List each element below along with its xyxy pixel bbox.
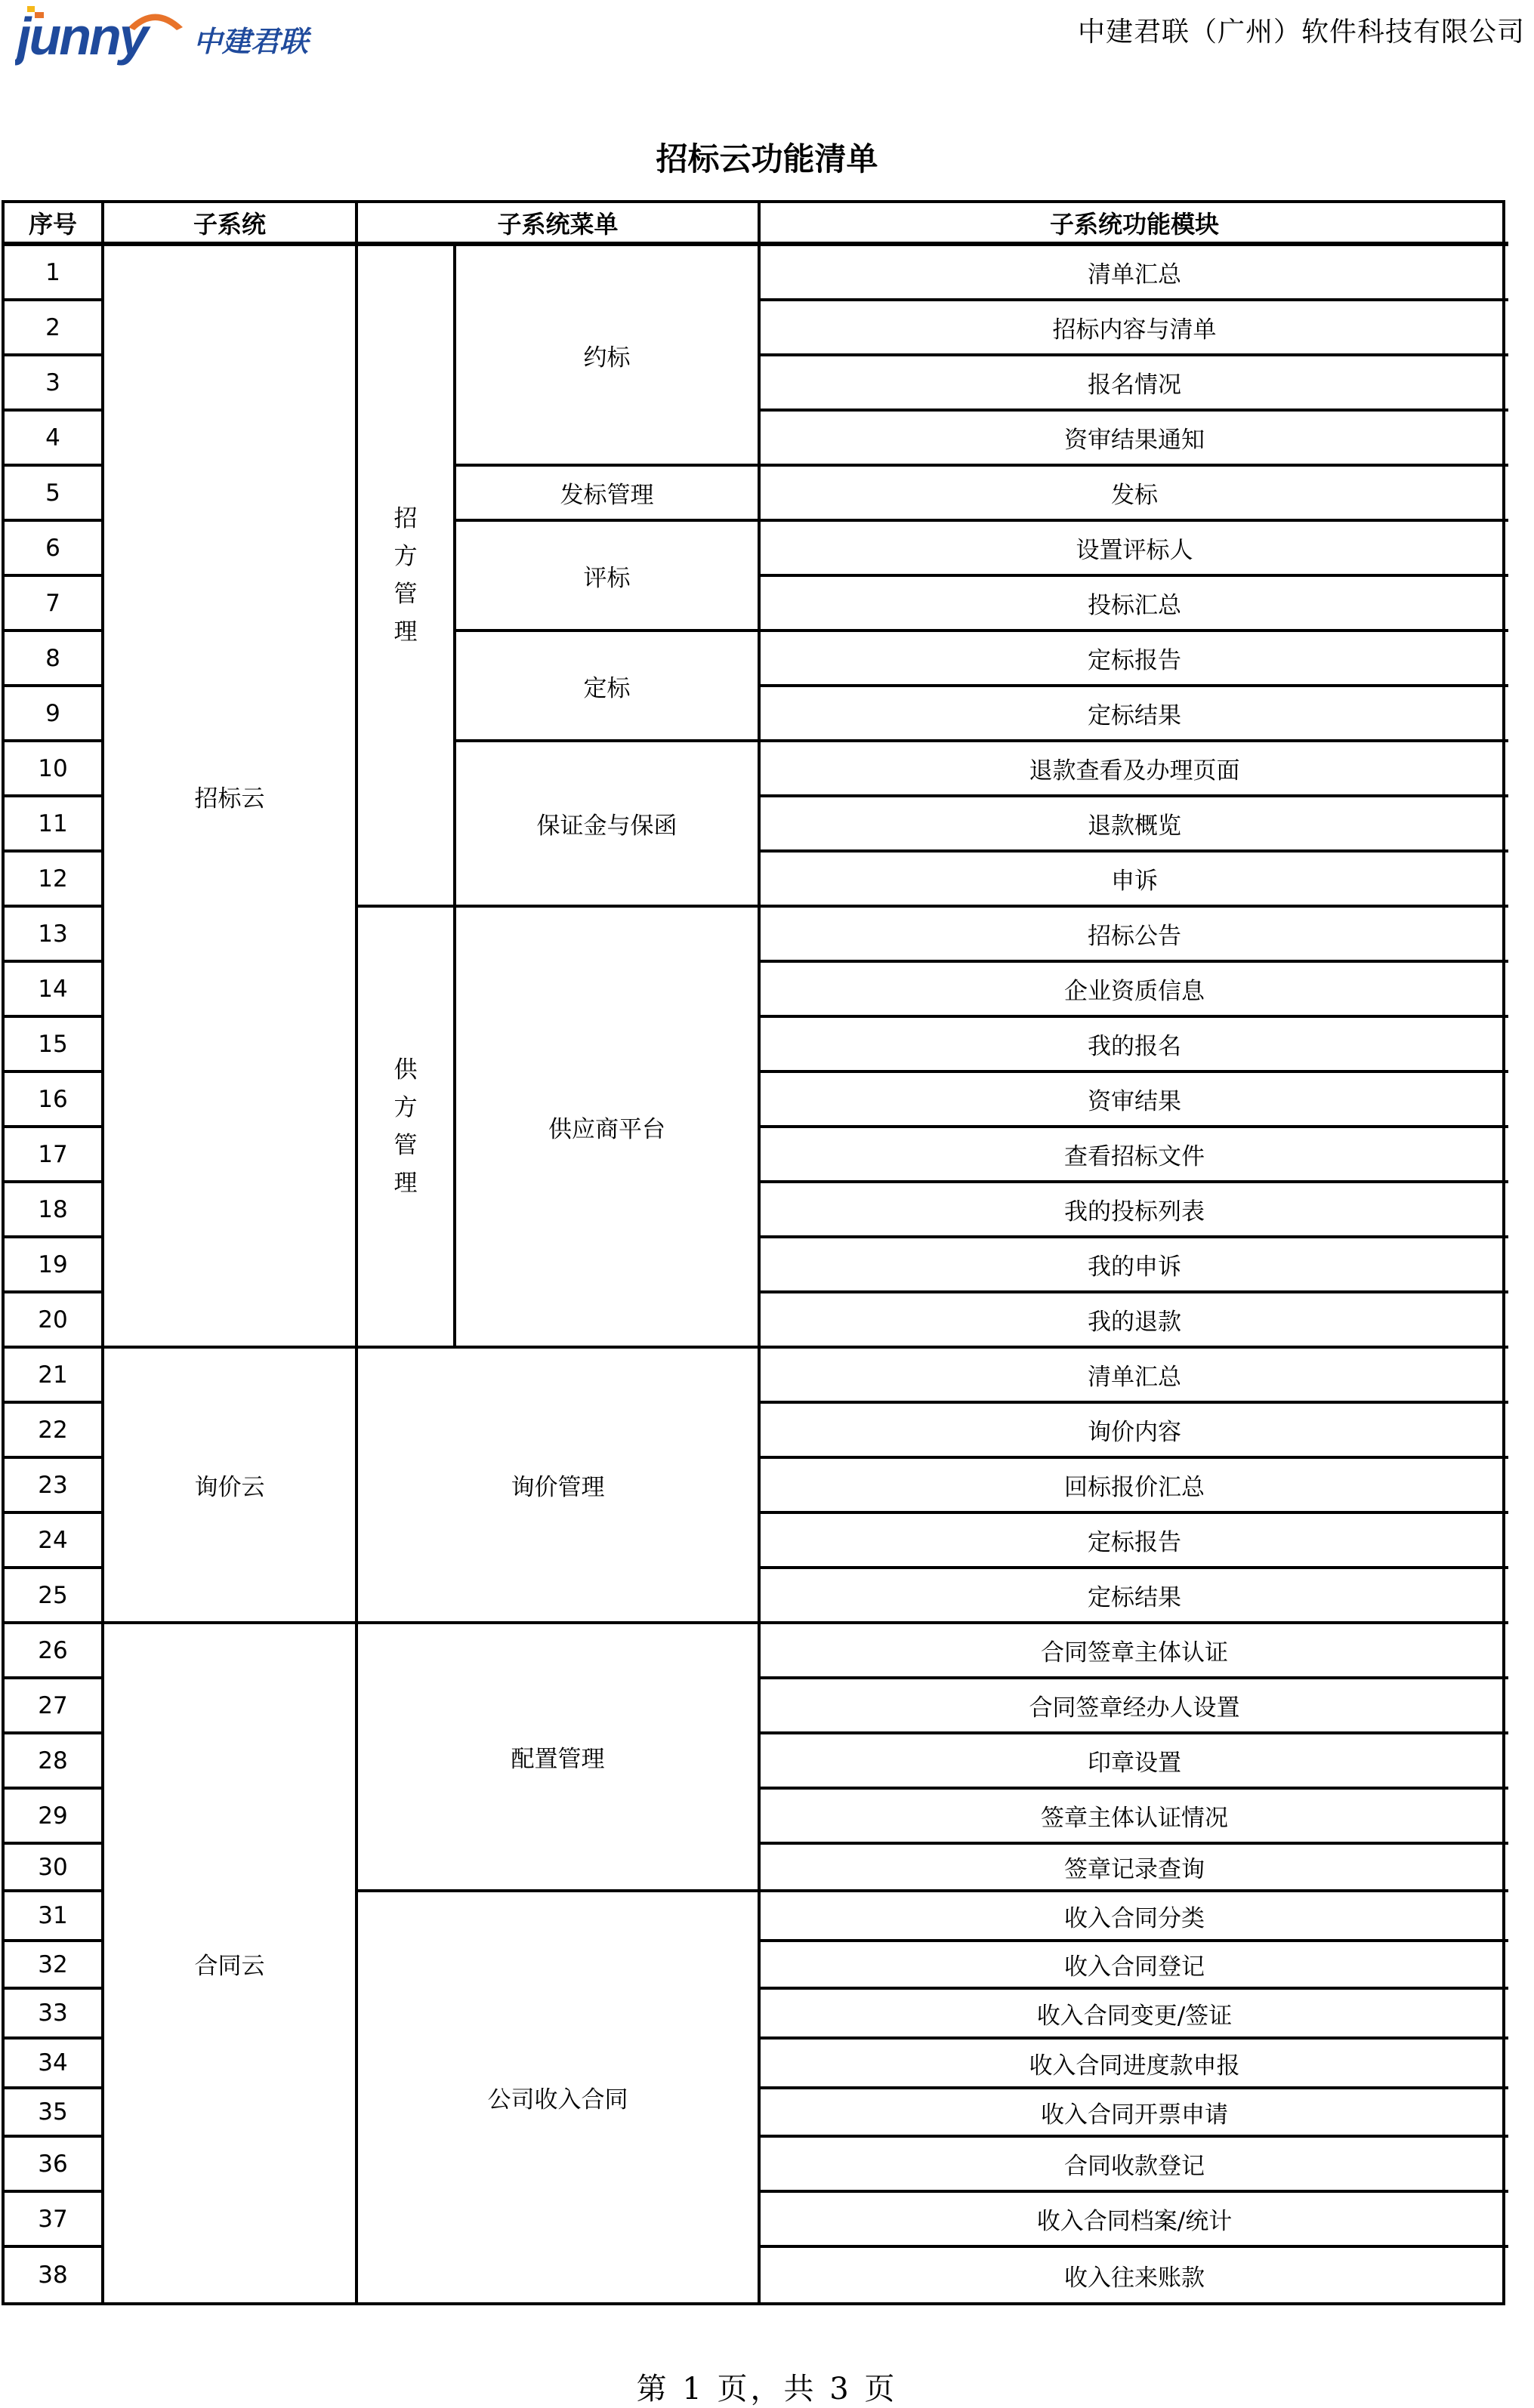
- module-cell: 收入往来账款: [1064, 2264, 1205, 2292]
- module-cell: 招标内容与清单: [761, 301, 1508, 356]
- row-number: 34: [5, 2040, 104, 2089]
- module-cell: 定标结果: [761, 1569, 1508, 1624]
- module-cell: 回标报价汇总: [761, 1459, 1508, 1514]
- row-number: 19: [5, 1238, 104, 1293]
- module-cell: 我的申诉: [761, 1238, 1508, 1293]
- row-number: 20: [5, 1293, 104, 1349]
- row-number: 17: [5, 1128, 104, 1183]
- module-cell: 设置评标人: [761, 522, 1508, 577]
- subsystem-cell: 合同云: [104, 1624, 358, 2302]
- module-cell: 资审结果: [761, 1073, 1508, 1128]
- module-cell: 收入合同变更/签证: [761, 1990, 1508, 2040]
- row-number: 21: [5, 1349, 104, 1404]
- row-number: 29: [5, 1790, 104, 1845]
- menu-group-char: 招: [394, 505, 418, 532]
- document-title: 招标云功能清单: [656, 140, 878, 177]
- row-number: 18: [5, 1183, 104, 1238]
- menu-cell: 发标管理: [456, 467, 761, 522]
- row-number: 22: [5, 1404, 104, 1459]
- menu-cell: 评标: [456, 522, 761, 632]
- module-cell: 收入合同进度款申报: [761, 2040, 1508, 2089]
- row-number: 30: [5, 1845, 104, 1892]
- menu-cell: 配置管理: [358, 1624, 761, 1892]
- svg-text:junny: junny: [17, 7, 147, 66]
- row-number: 32: [5, 1942, 104, 1990]
- row-number: 8: [5, 632, 104, 687]
- module-cell: 我的投标列表: [761, 1183, 1508, 1238]
- column-header-module: 子系统功能模块: [761, 203, 1508, 246]
- subsystem-cell: 招标云: [104, 246, 358, 1349]
- module-cell: 收入合同登记: [761, 1942, 1508, 1990]
- menu-group-cell: [358, 908, 456, 1349]
- menu-group-char: 管: [394, 581, 418, 608]
- module-cell: 退款概览: [761, 797, 1508, 853]
- module-cell: 清单汇总: [761, 246, 1508, 301]
- module-cell: 资审结果通知: [761, 412, 1508, 467]
- module-cell: 合同收款登记: [761, 2138, 1508, 2193]
- row-number: 37: [5, 2193, 104, 2248]
- module-cell: 我的退款: [761, 1293, 1508, 1349]
- module-cell: 查看招标文件: [761, 1128, 1508, 1183]
- subsystem-cell: 询价云: [104, 1349, 358, 1624]
- menu-group-char: 管: [394, 1132, 418, 1159]
- module-cell: 收入合同分类: [761, 1892, 1508, 1942]
- row-number: 13: [5, 908, 104, 963]
- row-number: 10: [5, 742, 104, 797]
- company-logo: [15, 5, 325, 68]
- row-number: 2: [5, 301, 104, 356]
- menu-cell: 保证金与保函: [456, 742, 761, 908]
- module-cell: 合同签章经办人设置: [761, 1679, 1508, 1734]
- menu-group-char: 供: [394, 1056, 418, 1084]
- row-number: 1: [5, 246, 104, 301]
- svg-text:中建君联: 中建君联: [193, 25, 309, 58]
- module-cell: 印章设置: [761, 1734, 1508, 1790]
- row-number: 16: [5, 1073, 104, 1128]
- menu-cell: 定标: [456, 632, 761, 742]
- row-number: 36: [5, 2138, 104, 2193]
- function-list-table: [2, 200, 1505, 2305]
- row-number: 33: [5, 1990, 104, 2040]
- column-header-no: 序号: [5, 203, 104, 246]
- row-number: 31: [5, 1892, 104, 1942]
- row-number: 15: [5, 1018, 104, 1073]
- module-cell: 清单汇总: [761, 1349, 1508, 1404]
- module-cell: 签章主体认证情况: [761, 1790, 1508, 1845]
- menu-cell: 供应商平台: [456, 908, 761, 1349]
- module-cell: 我的报名: [761, 1018, 1508, 1073]
- row-number: 24: [5, 1514, 104, 1569]
- module-cell: 定标报告: [761, 632, 1508, 687]
- menu-group-char: 方: [394, 543, 418, 570]
- company-name: 中建君联（广州）软件科技有限公司: [1077, 17, 1525, 48]
- row-number: 12: [5, 853, 104, 908]
- module-cell: 申诉: [761, 853, 1508, 908]
- column-header-menu: 子系统菜单: [358, 203, 761, 246]
- module-cell: 定标结果: [761, 687, 1508, 742]
- row-number: 4: [5, 412, 104, 467]
- module-cell: 定标报告: [761, 1514, 1508, 1569]
- menu-group-char: 理: [394, 1170, 418, 1197]
- module-cell: 签章记录查询: [761, 1845, 1508, 1892]
- module-cell: 合同签章主体认证: [761, 1624, 1508, 1679]
- module-cell: 投标汇总: [761, 577, 1508, 632]
- row-number: 23: [5, 1459, 104, 1514]
- module-cell: 企业资质信息: [761, 963, 1508, 1018]
- row-number: 7: [5, 577, 104, 632]
- menu-group-char: 方: [394, 1094, 418, 1121]
- junny-logo-icon: [15, 5, 325, 68]
- row-number: 38: [5, 2248, 104, 2302]
- row-number: 6: [5, 522, 104, 577]
- menu-cell: 询价管理: [358, 1349, 761, 1624]
- menu-cell: 公司收入合同: [358, 1892, 761, 2302]
- row-number: 5: [5, 467, 104, 522]
- module-cell: 发标: [761, 467, 1508, 522]
- column-header-subsystem: 子系统: [104, 203, 358, 246]
- row-number: 27: [5, 1679, 104, 1734]
- menu-group-cell: [358, 246, 456, 908]
- module-cell: 询价内容: [761, 1404, 1508, 1459]
- module-cell: 收入合同开票申请: [761, 2089, 1508, 2138]
- row-number: 25: [5, 1569, 104, 1624]
- menu-group-char: 理: [394, 618, 418, 646]
- menu-cell: 约标: [456, 246, 761, 467]
- row-number: 26: [5, 1624, 104, 1679]
- row-number: 28: [5, 1734, 104, 1790]
- module-cell: 退款查看及办理页面: [761, 742, 1508, 797]
- row-number: 14: [5, 963, 104, 1018]
- row-number: 35: [5, 2089, 104, 2138]
- row-number: 3: [5, 356, 104, 412]
- module-cell: 报名情况: [761, 356, 1508, 412]
- row-number: 9: [5, 687, 104, 742]
- module-cell: 招标公告: [761, 908, 1508, 963]
- row-number: 11: [5, 797, 104, 853]
- page-indicator: 第 1 页，共 3 页: [636, 2372, 898, 2406]
- module-cell: 收入合同档案/统计: [761, 2193, 1508, 2248]
